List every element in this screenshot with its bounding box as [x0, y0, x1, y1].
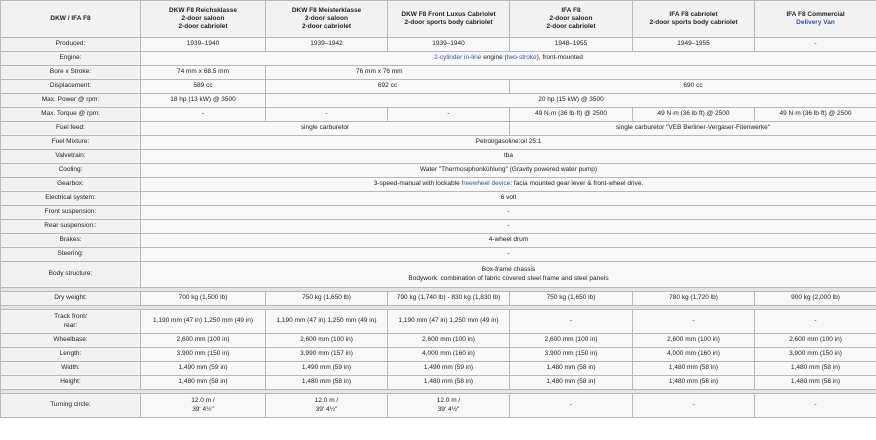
header-col-2-line2: 2-door saloon — [305, 14, 348, 22]
cell: - — [633, 394, 755, 418]
row-label: Fuel Mixture: — [1, 136, 141, 150]
cell: Water "Thermosiphonkühlung" (Gravity powered water pump) — [141, 164, 876, 178]
cell: tba — [141, 150, 876, 164]
row-label: Brakes: — [1, 234, 141, 248]
header-col-3-line2: 2-door sports body cabriolet — [404, 19, 493, 26]
turning-a-line2: 39' 4½" — [192, 405, 214, 413]
turning-a-line1: 12.0 m / — [191, 397, 215, 405]
turning-b-line1: 12.0 m / — [314, 397, 339, 405]
row-height — [1, 376, 876, 390]
header-col-2-line3: 2-door cabriolet — [301, 23, 352, 31]
row-produced — [1, 38, 876, 52]
header-col-2-line1: DKW F8 Meisterklasse — [291, 6, 362, 14]
row-label: Fuel feed: — [1, 122, 141, 136]
cell: 3,900 mm (150 in) — [141, 348, 266, 362]
header-col-5-line1: IFA F8 cabriolet — [669, 10, 718, 18]
cell: 1,480 mm (58 in) — [266, 376, 388, 390]
row-label: Valvetrain: — [1, 150, 141, 164]
cell: 2,600 mm (100 in) — [755, 334, 876, 348]
header-corner: DKW / IFA F8 — [1, 1, 141, 38]
cell: 74 mm x 68.5 mm — [141, 66, 266, 80]
cell: 1,480 mm (58 in) — [141, 376, 266, 390]
header-col-6-line1: IFA F8 Commercial — [786, 10, 845, 18]
cell: 2,600 mm (100 in) — [266, 334, 388, 348]
cell: - — [633, 310, 755, 334]
row-fuel-feed — [1, 122, 876, 136]
cell: Petrol/gasoline:oil 25:1 — [141, 136, 876, 150]
cell: - — [141, 248, 876, 262]
cell: 1949–1955 — [633, 38, 755, 52]
cell: 4-wheel drum — [141, 234, 876, 248]
cell: 1,490 mm (59 in) — [141, 362, 266, 376]
row-torque — [1, 108, 876, 122]
header-col-1 — [141, 1, 266, 38]
cell: 4,000 mm (160 in) — [388, 348, 510, 362]
header-col-6-line2[interactable]: Delivery Van — [796, 19, 835, 26]
row-power — [1, 94, 876, 108]
track-label-line2: rear: — [63, 321, 78, 329]
row-label: Front suspension: — [1, 206, 141, 220]
cell — [266, 394, 388, 418]
row-label: Bore x Stroke: — [1, 66, 141, 80]
cell: 1,480 mm (58 in) — [388, 376, 510, 390]
row-label: Produced: — [1, 38, 141, 52]
header-col-1-line1: DKW F8 Reichsklasse — [169, 6, 237, 14]
cell: 900 kg (2,000 lb) — [755, 292, 876, 306]
cell: 1,480 mm (58 in) — [510, 362, 633, 376]
header-col-3-line1: DKW F8 Front Luxus Cabriolet — [401, 10, 496, 18]
cell — [141, 394, 266, 418]
row-label: Displacement: — [1, 80, 141, 94]
header-col-4 — [510, 1, 633, 38]
cell: 6 volt — [141, 192, 876, 206]
cell-gearbox — [141, 178, 876, 192]
cell: - — [755, 394, 876, 418]
row-turning-circle — [1, 394, 876, 418]
row-brakes — [1, 234, 876, 248]
row-label: Length: — [1, 348, 141, 362]
row-label: Electrical system: — [1, 192, 141, 206]
cell: 1948–1955 — [510, 38, 633, 52]
row-label: Engine: — [1, 52, 141, 66]
row-length — [1, 348, 876, 362]
header-col-5-line2: 2-door sports body cabriolet — [649, 19, 738, 26]
engine-post: ), front-mounted — [536, 54, 583, 62]
cell: 1,490 mm (59 in) — [266, 362, 388, 376]
row-label: Body structure: — [1, 262, 141, 288]
cell: - — [755, 310, 876, 334]
row-label: Cooling: — [1, 164, 141, 178]
engine-inline-link[interactable]: 2-cylinder in-line — [434, 54, 482, 62]
cell: 750 kg (1,650 lb) — [266, 292, 388, 306]
cell: - — [510, 310, 633, 334]
cell: 3,900 mm (150 in) — [510, 348, 633, 362]
cell: - — [141, 108, 266, 122]
row-dry-weight — [1, 292, 876, 306]
cell: 49 N·m (36 lb·ft) @ 2500 — [510, 108, 633, 122]
row-label: Width: — [1, 362, 141, 376]
row-width — [1, 362, 876, 376]
row-label: Steering: — [1, 248, 141, 262]
gearbox-pre: 3-speed-manual with lockable — [373, 180, 462, 188]
row-track — [1, 310, 876, 334]
freewheel-link[interactable]: freewheel device — [461, 180, 511, 188]
header-col-4-line2: 2-door saloon — [549, 14, 593, 22]
cell: 700 kg (1,500 lb) — [141, 292, 266, 306]
cell: - — [388, 108, 510, 122]
row-gearbox — [1, 178, 876, 192]
cell: 589 cc — [141, 80, 266, 94]
header-row — [1, 1, 876, 38]
cell: 1,480 mm (58 in) — [755, 376, 876, 390]
row-label: Max. Torque @ rpm: — [1, 108, 141, 122]
turning-c-line2: 39' 4½" — [437, 405, 460, 413]
cell-body — [141, 262, 876, 288]
cell: 18 hp (13 kW) @ 3500 — [141, 94, 266, 108]
cell: 692 cc — [266, 80, 510, 94]
cell: 1,480 mm (58 in) — [633, 362, 755, 376]
row-label: Max. Power @ rpm: — [1, 94, 141, 108]
row-label: Height: — [1, 376, 141, 390]
track-label-line1: Track front/ — [54, 313, 87, 321]
cell: 1,190 mm (47 in) 1,250 mm (49 in) — [141, 310, 266, 334]
cell: 780 kg (1,720 lb) — [633, 292, 755, 306]
cell: 790 kg (1,740 lb) - 830 kg (1,830 lb) — [388, 292, 510, 306]
header-col-5 — [633, 1, 755, 38]
cell: 4,000 mm (160 in) — [633, 348, 755, 362]
header-col-3 — [388, 1, 510, 38]
engine-mid: engine ( — [481, 54, 507, 62]
cell: 1,480 mm (58 in) — [633, 376, 755, 390]
cell: 690 cc — [510, 80, 876, 94]
cell — [388, 394, 510, 418]
cell: 1939–1940 — [141, 38, 266, 52]
cell: 1,190 mm (47 in) 1,250 mm (49 in) — [266, 310, 388, 334]
turning-c-line1: 12.0 m / — [436, 397, 461, 405]
row-bore — [1, 66, 876, 80]
cell: 20 hp (15 kW) @ 3500 — [266, 94, 876, 108]
row-rear-suspension — [1, 220, 876, 234]
row-electrical — [1, 192, 876, 206]
header-col-6 — [755, 1, 876, 38]
cell: 1939–1940 — [388, 38, 510, 52]
cell: 3,900 mm (150 in) — [755, 348, 876, 362]
cell: 3,990 mm (157 in) — [266, 348, 388, 362]
header-col-2 — [266, 1, 388, 38]
body-line1: Box-frame chassis — [481, 266, 536, 274]
cell: 1,480 mm (58 in) — [510, 376, 633, 390]
gearbox-post: : facia mounted gear lever & front-wheel drive. — [510, 180, 644, 188]
cell-engine — [141, 52, 876, 66]
cell: 1,480 mm (58 in) — [755, 362, 876, 376]
cell: - — [141, 220, 876, 234]
row-displacement — [1, 80, 876, 94]
cell: 1,490 mm (59 in) — [388, 362, 510, 376]
cell: 49 N·m (36 lb·ft) @ 2500 — [633, 108, 755, 122]
row-front-suspension — [1, 206, 876, 220]
cell: - — [755, 38, 876, 52]
row-body-structure — [1, 262, 876, 288]
row-label: Turning circle: — [1, 394, 141, 418]
header-col-1-line3: 2-door cabriolet — [178, 23, 228, 31]
cell: 750 kg (1,650 lb) — [510, 292, 633, 306]
cell: 2,600 mm (100 in) — [141, 334, 266, 348]
cell: single carburetor "VEB Berliner-Vergaser-Fitenwerke" — [510, 122, 876, 136]
row-label: Rear suspension:: — [1, 220, 141, 234]
row-fuel-mixture — [1, 136, 876, 150]
row-cooling — [1, 164, 876, 178]
cell: 2,600 mm (100 in) — [633, 334, 755, 348]
header-col-4-line1: IFA F8 — [561, 6, 581, 14]
cell: 49 N·m (36 lb·ft) @ 2500 — [755, 108, 876, 122]
cell: 2,600 mm (100 in) — [388, 334, 510, 348]
row-steering — [1, 248, 876, 262]
cell: 76 mm x 76 mm — [266, 66, 876, 80]
cell: - — [510, 394, 633, 418]
cell: 1,190 mm (47 in) 1,250 mm (49 in) — [388, 310, 510, 334]
row-label — [1, 310, 141, 334]
cell: single carburetor — [141, 122, 510, 136]
row-label: Gearbox: — [1, 178, 141, 192]
cell: 2,600 mm (100 in) — [510, 334, 633, 348]
cell: - — [266, 108, 388, 122]
row-valvetrain — [1, 150, 876, 164]
cell: 1939–1942 — [266, 38, 388, 52]
header-col-1-line2: 2-door saloon — [181, 14, 225, 22]
engine-two-stroke-link[interactable]: two-stroke — [506, 54, 537, 62]
turning-b-line2: 39' 4½" — [315, 405, 338, 413]
cell: - — [141, 206, 876, 220]
row-label: Dry weight: — [1, 292, 141, 306]
row-engine — [1, 52, 876, 66]
row-wheelbase — [1, 334, 876, 348]
row-label: Wheelbase: — [1, 334, 141, 348]
body-line2: Bodywork: combination of fabric covered steel frame and steel panels — [408, 274, 609, 282]
header-col-4-line3: 2-door cabriolet — [546, 23, 596, 31]
